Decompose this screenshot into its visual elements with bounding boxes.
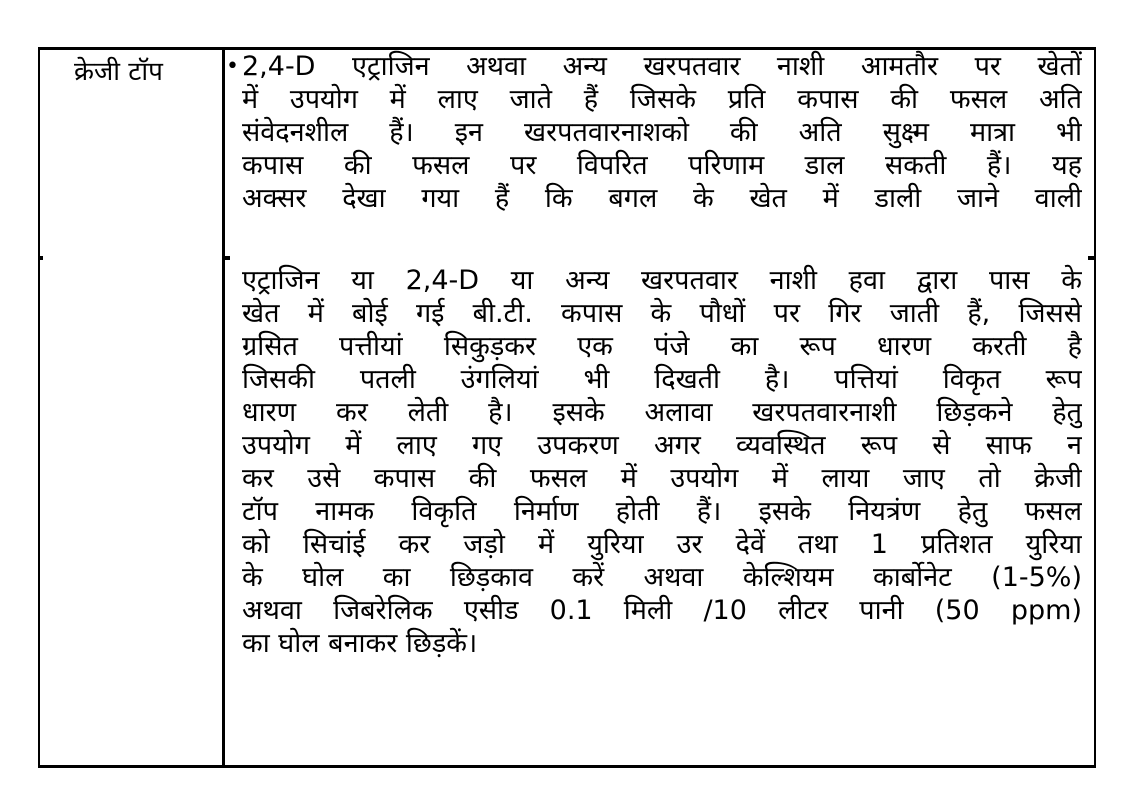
table-column-divider — [222, 47, 225, 768]
text-line: धारण कर लेती है। इसके अलावा खरपतवारनाशी छिड़कने हेतु — [242, 397, 1082, 428]
text-line: ग्रसित पत्तीयां सिकुड़कर एक पंजे का रूप धारण करती है — [242, 331, 1082, 362]
text-line: 2,4-D एट्राजिन अथवा अन्य खरपतवार नाशी आमतौर पर खेतों — [242, 51, 1082, 82]
text-line: उपयोग में लाए गए उपकरण अगर व्यवस्थित रूप से साफ न — [242, 430, 1082, 461]
row-break-tick-left — [38, 256, 43, 260]
text-line: संवेदनशील हैं। इन खरपतवारनाशको की अति सुक्ष्म मात्रा भी — [242, 117, 1082, 148]
table-left-border — [38, 47, 40, 768]
table-bottom-border — [38, 765, 1096, 768]
text-line: जिसकी पतली उंगलियां भी दिखती है। पत्तियां विकृत रूप — [242, 364, 1082, 395]
table-right-border — [1094, 47, 1096, 768]
content-table — [38, 47, 1096, 768]
text-line: टॉप नामक विकृति निर्माण होती हैं। इसके नियत्रंण हेतु फसल — [242, 496, 1082, 527]
row-label-crazy-top: क्रेजी टॉप — [74, 57, 163, 87]
text-line: एट्राजिन या 2,4-D या अन्य खरपतवार नाशी हवा द्वारा पास के — [242, 265, 1082, 296]
row-break-tick-right — [1088, 256, 1096, 260]
text-line: अथवा जिबरेलिक एसीड 0.1 मिली /10 लीटर पानी (50 ppm) — [242, 595, 1082, 626]
text-line: के घोल का छिड़काव करें अथवा केल्शियम कार्बोनेट (1-5%) — [242, 562, 1082, 593]
description-cell-2 — [242, 264, 1082, 660]
row-break-tick-middle — [222, 256, 230, 260]
text-line: का घोल बनाकर छिड़कें। — [242, 628, 478, 659]
text-line: अक्सर देखा गया हैं कि बगल के खेत में डाली जाने वाली — [242, 183, 1082, 214]
bullet-icon: • — [226, 54, 239, 79]
text-line: में उपयोग में लाए जाते हैं जिसके प्रति कपास की फसल अति — [242, 84, 1082, 115]
text-line: को सिचांई कर जड़ो में युरिया उर देवें तथा 1 प्रतिशत युरिया — [242, 529, 1082, 560]
text-line: कर उसे कपास की फसल में उपयोग में लाया जाए तो क्रेजी — [242, 463, 1082, 494]
description-cell-1 — [226, 50, 1082, 215]
text-line: खेत में बोई गई बी.टी. कपास के पौधों पर गिर जाती हैं, जिससे — [242, 298, 1082, 329]
text-line: कपास की फसल पर विपरित परिणाम डाल सकती हैं। यह — [242, 150, 1082, 181]
